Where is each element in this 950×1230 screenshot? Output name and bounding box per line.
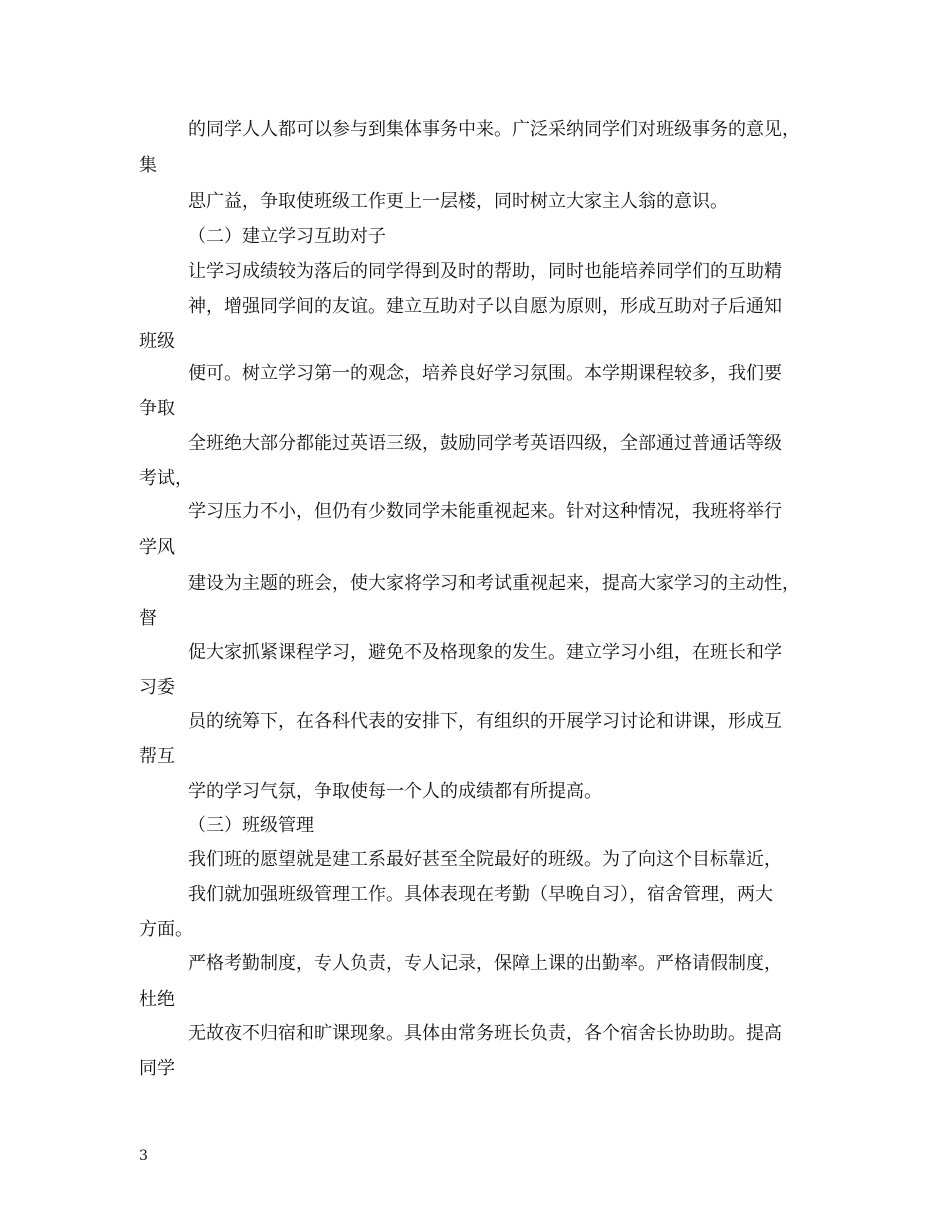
body-line: 思广益，争取使班级工作更上一层楼，同时树立大家主人翁的意识。 — [188, 191, 728, 212]
body-line: 神，增强同学间的友谊。建立互助对子以自愿为原则，形成互助对子后通知 — [188, 296, 782, 317]
body-line: 全班绝大部分都能过英语三级，鼓励同学考英语四级，全部通过普通话等级 — [188, 433, 782, 454]
body-line: 争取 — [139, 398, 175, 419]
body-line: 员的统筹下，在各科代表的安排下，有组织的开展学习讨论和讲课，形成互 — [188, 711, 782, 732]
body-line: 学风 — [139, 537, 175, 558]
body-line: 班级 — [139, 331, 175, 352]
page-number: 3 — [139, 1148, 148, 1164]
body-line: 督 — [139, 608, 157, 629]
body-line: 我们班的愿望就是建工系最好甚至全院最好的班级。为了向这个目标靠近， — [188, 849, 782, 870]
body-line: 建设为主题的班会，使大家将学习和考试重视起来，提高大家学习的主动性， — [188, 573, 800, 594]
body-line: 学习压力不小，但仍有少数同学未能重视起来。针对这种情况，我班将举行 — [188, 501, 782, 522]
body-line: 方面。 — [139, 919, 193, 940]
section-heading: （三）班级管理 — [188, 815, 314, 836]
body-line: 便可。树立学习第一的观念，培养良好学习氛围。本学期课程较多，我们要 — [188, 363, 782, 384]
body-line: 考试， — [139, 468, 193, 489]
body-line: 严格考勤制度，专人负责，专人记录，保障上课的出勤率。严格请假制度， — [188, 953, 782, 974]
body-line: 让学习成绩较为落后的同学得到及时的帮助，同时也能培养同学们的互助精 — [188, 261, 782, 282]
body-line: 杜绝 — [139, 989, 175, 1010]
body-line: 促大家抓紧课程学习，避免不及格现象的发生。建立学习小组，在班长和学 — [188, 642, 782, 663]
body-line: 我们就加强班级管理工作。具体表现在考勤（早晚自习），宿舍管理，两大 — [188, 884, 773, 905]
body-line: 集 — [139, 155, 157, 176]
body-line: 学的学习气氛，争取使每一个人的成绩都有所提高。 — [188, 781, 602, 802]
body-line: 的同学人人都可以参与到集体事务中来。广泛采纳同学们对班级事务的意见， — [188, 119, 800, 140]
body-line: 习委 — [139, 677, 175, 698]
body-line: 无故夜不归宿和旷课现象。具体由常务班长负责，各个宿舍长协助助。提高 — [188, 1023, 782, 1044]
section-heading: （二）建立学习互助对子 — [188, 226, 386, 247]
body-line: 帮互 — [139, 746, 175, 767]
body-line: 同学 — [139, 1058, 175, 1079]
